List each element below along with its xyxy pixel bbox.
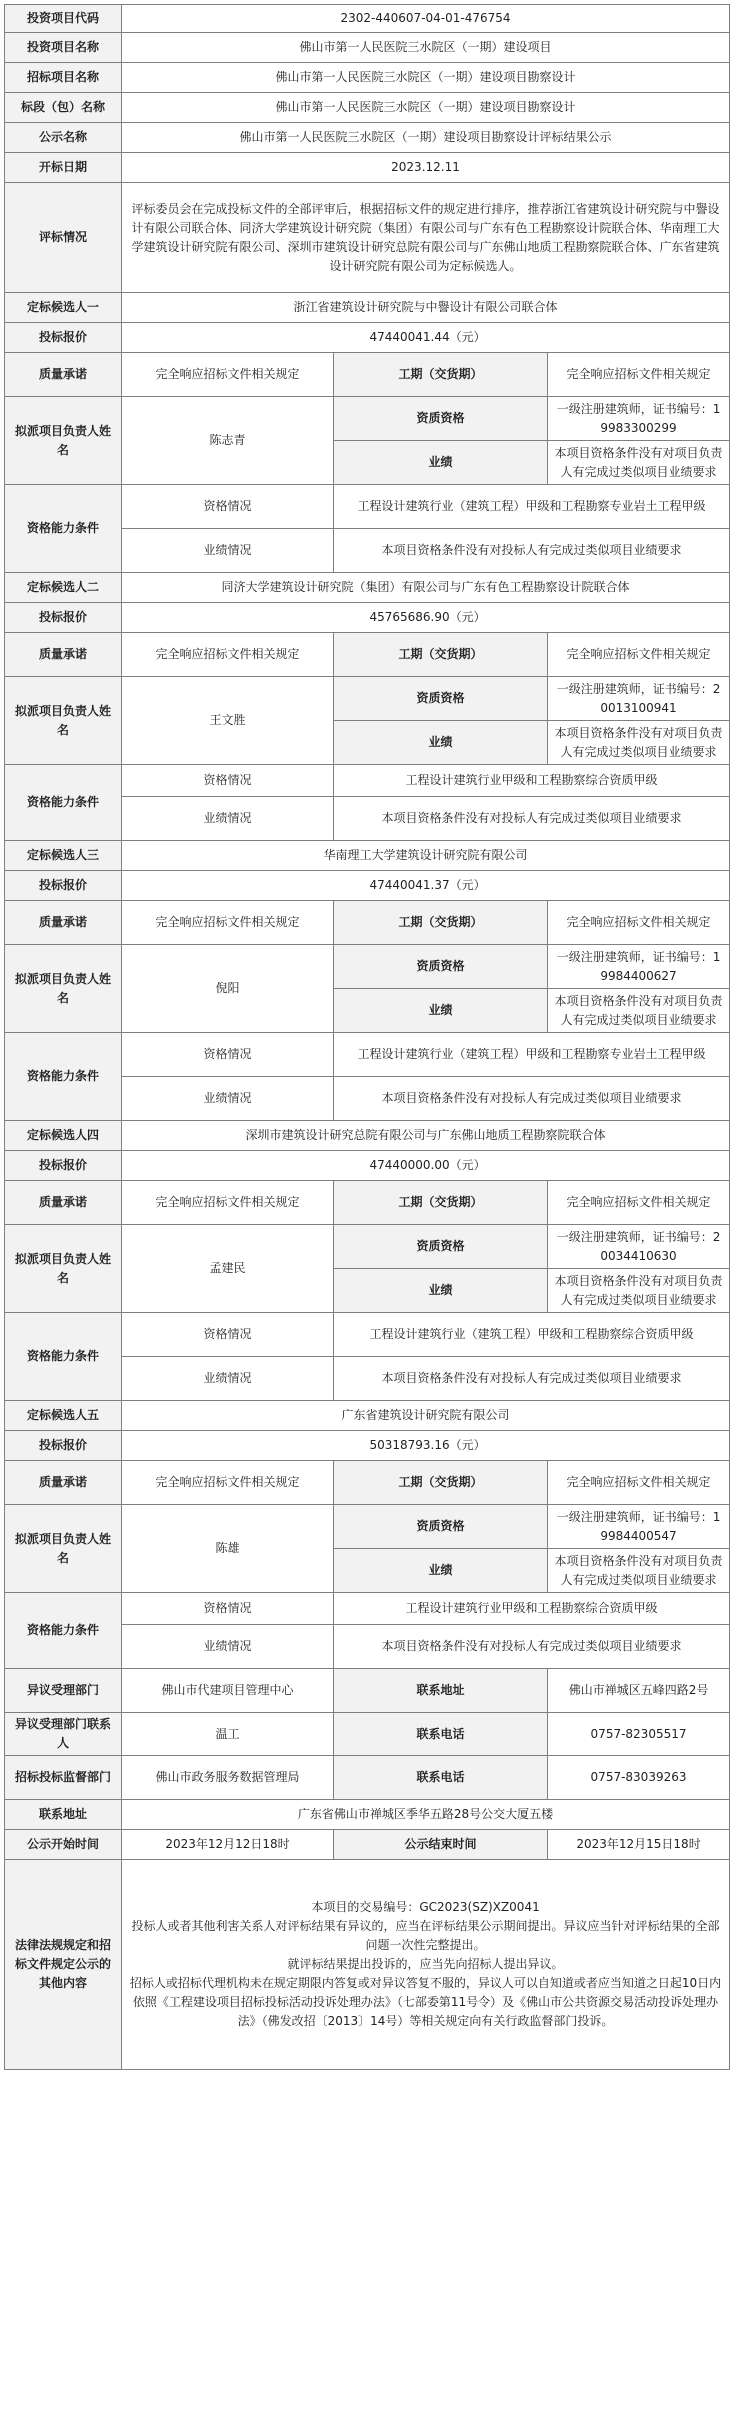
duration-value: 完全响应招标文件相关规定	[548, 1461, 730, 1505]
qualification-status-label: 资格情况	[122, 1313, 334, 1357]
performance-value: 本项目资格条件没有对项目负责人有完成过类似项目业绩要求	[548, 441, 730, 485]
performance-status-label: 业绩情况	[122, 1077, 334, 1121]
review-text: 评标委员会在完成投标文件的全部评审后，根据招标文件的规定进行排序，推荐浙江省建筑设计研究院与中譽设计有限公司联合体、同济大学建筑设计研究院（集团）有限公司与广东有色工程勘察设计院联合体、华南理工大学建筑设计研究院有限公司、深圳市建筑设计研究总院有限公司与广东佛山地质工程勘察院联合体、广东省建筑设计研究院有限公司为定标候选人。	[122, 183, 730, 293]
bid-price-value: 50318793.16（元）	[122, 1431, 730, 1461]
performance-label: 业绩	[334, 1269, 548, 1313]
capability-qual-row	[5, 1033, 730, 1077]
qualification-label: 资质资格	[334, 945, 548, 989]
objection-address-label: 联系地址	[334, 1669, 548, 1713]
candidate-row	[5, 293, 730, 323]
performance-status-label: 业绩情况	[122, 1625, 334, 1669]
manager-name: 王文胜	[122, 677, 334, 765]
candidate-name: 深圳市建筑设计研究总院有限公司与广东佛山地质工程勘察院联合体	[122, 1121, 730, 1151]
quality-row	[5, 353, 730, 397]
capability-label: 资格能力条件	[5, 1313, 122, 1401]
performance-status-value: 本项目资格条件没有对投标人有完成过类似项目业绩要求	[334, 1625, 730, 1669]
legal-text	[122, 1860, 730, 2070]
duration-label: 工期（交货期）	[334, 1461, 548, 1505]
quality-label: 质量承诺	[5, 1461, 122, 1505]
row-legal	[5, 1860, 730, 2070]
performance-value: 本项目资格条件没有对项目负责人有完成过类似项目业绩要求	[548, 989, 730, 1033]
manager-label: 拟派项目负责人姓名	[5, 1505, 122, 1593]
performance-label: 业绩	[334, 721, 548, 765]
candidate-label: 定标候选人三	[5, 841, 122, 871]
quality-label: 质量承诺	[5, 353, 122, 397]
candidate-row	[5, 1401, 730, 1431]
capability-qual-row	[5, 1313, 730, 1357]
manager-name: 陈志青	[122, 397, 334, 485]
quality-value: 完全响应招标文件相关规定	[122, 901, 334, 945]
bid-price-label: 投标报价	[5, 323, 122, 353]
performance-status-value: 本项目资格条件没有对投标人有完成过类似项目业绩要求	[334, 1357, 730, 1401]
bid-price-value: 45765686.90（元）	[122, 603, 730, 633]
qualification-value: 一级注册建筑师，证书编号：20034410630	[548, 1225, 730, 1269]
project-code-label: 投资项目代码	[5, 5, 122, 33]
qualification-status-value: 工程设计建筑行业甲级和工程勘察综合资质甲级	[334, 1593, 730, 1625]
quality-value: 完全响应招标文件相关规定	[122, 633, 334, 677]
capability-label: 资格能力条件	[5, 485, 122, 573]
contact-person-value: 温工	[122, 1713, 334, 1756]
announce-name-label: 公示名称	[5, 123, 122, 153]
performance-value: 本项目资格条件没有对项目负责人有完成过类似项目业绩要求	[548, 1269, 730, 1313]
qualification-label: 资质资格	[334, 397, 548, 441]
duration-label: 工期（交货期）	[334, 901, 548, 945]
legal-line: 投标人或者其他利害关系人对评标结果有异议的，应当在评标结果公示期间提出。异议应当针对评标结果的全部问题一次性完整提出。	[131, 1919, 720, 1952]
performance-value: 本项目资格条件没有对项目负责人有完成过类似项目业绩要求	[548, 1549, 730, 1593]
tender-name-value: 佛山市第一人民医院三水院区（一期）建设项目勘察设计	[122, 63, 730, 93]
open-date-value: 2023.12.11	[122, 153, 730, 183]
open-date-label: 开标日期	[5, 153, 122, 183]
bid-price-label: 投标报价	[5, 603, 122, 633]
address-value: 广东省佛山市禅城区季华五路28号公交大厦五楼	[122, 1800, 730, 1830]
bid-price-value: 47440000.00（元）	[122, 1151, 730, 1181]
quality-row	[5, 901, 730, 945]
capability-qual-row	[5, 765, 730, 797]
manager-qual-row	[5, 677, 730, 721]
candidate-name: 广东省建筑设计研究院有限公司	[122, 1401, 730, 1431]
manager-label: 拟派项目负责人姓名	[5, 945, 122, 1033]
bid-price-label: 投标报价	[5, 871, 122, 901]
capability-qual-row	[5, 485, 730, 529]
quality-row	[5, 1461, 730, 1505]
row-objection	[5, 1669, 730, 1713]
performance-status-label: 业绩情况	[122, 1357, 334, 1401]
price-row	[5, 323, 730, 353]
candidate-row	[5, 1121, 730, 1151]
quality-value: 完全响应招标文件相关规定	[122, 1461, 334, 1505]
candidate-label: 定标候选人一	[5, 293, 122, 323]
qualification-status-value: 工程设计建筑行业（建筑工程）甲级和工程勘察专业岩土工程甲级	[334, 1033, 730, 1077]
row-contact-person	[5, 1713, 730, 1756]
manager-name: 陈雄	[122, 1505, 334, 1593]
qualification-value: 一级注册建筑师，证书编号：19984400547	[548, 1505, 730, 1549]
quality-value: 完全响应招标文件相关规定	[122, 1181, 334, 1225]
qualification-status-label: 资格情况	[122, 485, 334, 529]
price-row	[5, 871, 730, 901]
qualification-status-value: 工程设计建筑行业（建筑工程）甲级和工程勘察综合资质甲级	[334, 1313, 730, 1357]
manager-qual-row	[5, 945, 730, 989]
row-review	[5, 183, 730, 293]
quality-label: 质量承诺	[5, 1181, 122, 1225]
supervision-label: 招标投标监督部门	[5, 1756, 122, 1800]
qualification-value: 一级注册建筑师，证书编号：20013100941	[548, 677, 730, 721]
qualification-value: 一级注册建筑师，证书编号：19984400627	[548, 945, 730, 989]
contact-person-label: 异议受理部门联系人	[5, 1713, 122, 1756]
candidate-name: 同济大学建筑设计研究院（集团）有限公司与广东有色工程勘察设计院联合体	[122, 573, 730, 603]
qualification-status-value: 工程设计建筑行业甲级和工程勘察综合资质甲级	[334, 765, 730, 797]
manager-name: 孟建民	[122, 1225, 334, 1313]
lot-name-label: 标段（包）名称	[5, 93, 122, 123]
quality-row	[5, 633, 730, 677]
performance-label: 业绩	[334, 989, 548, 1033]
candidate-label: 定标候选人二	[5, 573, 122, 603]
performance-status-label: 业绩情况	[122, 797, 334, 841]
performance-label: 业绩	[334, 1549, 548, 1593]
legal-line: 招标人或招标代理机构未在规定期限内答复或对异议答复不服的，异议人可以自知道或者应当知道之日起10日内依照《工程建设项目招标投标活动投诉处理办法》（七部委第11号令）及《佛山市公共资源交易活动投诉处理办法》（佛发改招〔2013〕14号）等相关规定向有关行政监督部门投诉。	[129, 1976, 722, 2028]
qualification-label: 资质资格	[334, 677, 548, 721]
review-label: 评标情况	[5, 183, 122, 293]
manager-name: 倪阳	[122, 945, 334, 1033]
tender-name-label: 招标项目名称	[5, 63, 122, 93]
announce-name-value: 佛山市第一人民医院三水院区（一期）建设项目勘察设计评标结果公示	[122, 123, 730, 153]
supervision-phone-label: 联系电话	[334, 1756, 548, 1800]
row-public-time	[5, 1830, 730, 1860]
manager-qual-row	[5, 1505, 730, 1549]
performance-label: 业绩	[334, 441, 548, 485]
quality-label: 质量承诺	[5, 633, 122, 677]
supervision-phone-value: 0757-83039263	[548, 1756, 730, 1800]
bid-price-label: 投标报价	[5, 1431, 122, 1461]
manager-qual-row	[5, 1225, 730, 1269]
project-code-value: 2302-440607-04-01-476754	[122, 5, 730, 33]
contact-phone-label: 联系电话	[334, 1713, 548, 1756]
project-name-label: 投资项目名称	[5, 33, 122, 63]
row-project-name	[5, 33, 730, 63]
performance-value: 本项目资格条件没有对项目负责人有完成过类似项目业绩要求	[548, 721, 730, 765]
contact-phone-value: 0757-82305517	[548, 1713, 730, 1756]
legal-line: 本项目的交易编号：GC2023(SZ)XZ0041	[311, 1900, 540, 1914]
bid-price-value: 47440041.44（元）	[122, 323, 730, 353]
manager-qual-row	[5, 397, 730, 441]
objection-address-value: 佛山市禅城区五峰四路2号	[548, 1669, 730, 1713]
duration-label: 工期（交货期）	[334, 633, 548, 677]
bid-price-label: 投标报价	[5, 1151, 122, 1181]
row-open-date	[5, 153, 730, 183]
legal-line: 就评标结果提出投诉的，应当先向招标人提出异议。	[287, 1957, 564, 1971]
project-name-value: 佛山市第一人民医院三水院区（一期）建设项目	[122, 33, 730, 63]
quality-row	[5, 1181, 730, 1225]
qualification-label: 资质资格	[334, 1505, 548, 1549]
price-row	[5, 603, 730, 633]
objection-dept-value: 佛山市代建项目管理中心	[122, 1669, 334, 1713]
candidate-row	[5, 841, 730, 871]
lot-name-value: 佛山市第一人民医院三水院区（一期）建设项目勘察设计	[122, 93, 730, 123]
objection-dept-label: 异议受理部门	[5, 1669, 122, 1713]
manager-label: 拟派项目负责人姓名	[5, 677, 122, 765]
quality-value: 完全响应招标文件相关规定	[122, 353, 334, 397]
duration-value: 完全响应招标文件相关规定	[548, 901, 730, 945]
candidate-label: 定标候选人四	[5, 1121, 122, 1151]
public-start-value: 2023年12月12日18时	[122, 1830, 334, 1860]
candidate-row	[5, 573, 730, 603]
performance-status-label: 业绩情况	[122, 529, 334, 573]
duration-label: 工期（交货期）	[334, 353, 548, 397]
row-tender-name	[5, 63, 730, 93]
candidate-name: 浙江省建筑设计研究院与中譽设计有限公司联合体	[122, 293, 730, 323]
legal-label: 法律法规规定和招标文件规定公示的其他内容	[5, 1860, 122, 2070]
qualification-status-label: 资格情况	[122, 1593, 334, 1625]
bid-result-table	[4, 4, 730, 2070]
public-start-label: 公示开始时间	[5, 1830, 122, 1860]
price-row	[5, 1431, 730, 1461]
qualification-status-label: 资格情况	[122, 1033, 334, 1077]
candidate-name: 华南理工大学建筑设计研究院有限公司	[122, 841, 730, 871]
capability-label: 资格能力条件	[5, 1593, 122, 1669]
performance-status-value: 本项目资格条件没有对投标人有完成过类似项目业绩要求	[334, 1077, 730, 1121]
duration-value: 完全响应招标文件相关规定	[548, 353, 730, 397]
duration-value: 完全响应招标文件相关规定	[548, 633, 730, 677]
supervision-value: 佛山市政务服务数据管理局	[122, 1756, 334, 1800]
quality-label: 质量承诺	[5, 901, 122, 945]
performance-status-value: 本项目资格条件没有对投标人有完成过类似项目业绩要求	[334, 529, 730, 573]
capability-label: 资格能力条件	[5, 1033, 122, 1121]
qualification-status-label: 资格情况	[122, 765, 334, 797]
performance-status-value: 本项目资格条件没有对投标人有完成过类似项目业绩要求	[334, 797, 730, 841]
qualification-status-value: 工程设计建筑行业（建筑工程）甲级和工程勘察专业岩土工程甲级	[334, 485, 730, 529]
address-label: 联系地址	[5, 1800, 122, 1830]
qualification-label: 资质资格	[334, 1225, 548, 1269]
announcement-page	[0, 4, 733, 2427]
manager-label: 拟派项目负责人姓名	[5, 397, 122, 485]
manager-label: 拟派项目负责人姓名	[5, 1225, 122, 1313]
row-announce-name	[5, 123, 730, 153]
bid-price-value: 47440041.37（元）	[122, 871, 730, 901]
row-supervision	[5, 1756, 730, 1800]
duration-label: 工期（交货期）	[334, 1181, 548, 1225]
row-lot-name	[5, 93, 730, 123]
capability-label: 资格能力条件	[5, 765, 122, 841]
public-end-label: 公示结束时间	[334, 1830, 548, 1860]
qualification-value: 一级注册建筑师，证书编号：19983300299	[548, 397, 730, 441]
capability-qual-row	[5, 1593, 730, 1625]
row-address	[5, 1800, 730, 1830]
public-end-value: 2023年12月15日18时	[548, 1830, 730, 1860]
candidate-label: 定标候选人五	[5, 1401, 122, 1431]
duration-value: 完全响应招标文件相关规定	[548, 1181, 730, 1225]
price-row	[5, 1151, 730, 1181]
row-project-code	[5, 5, 730, 33]
